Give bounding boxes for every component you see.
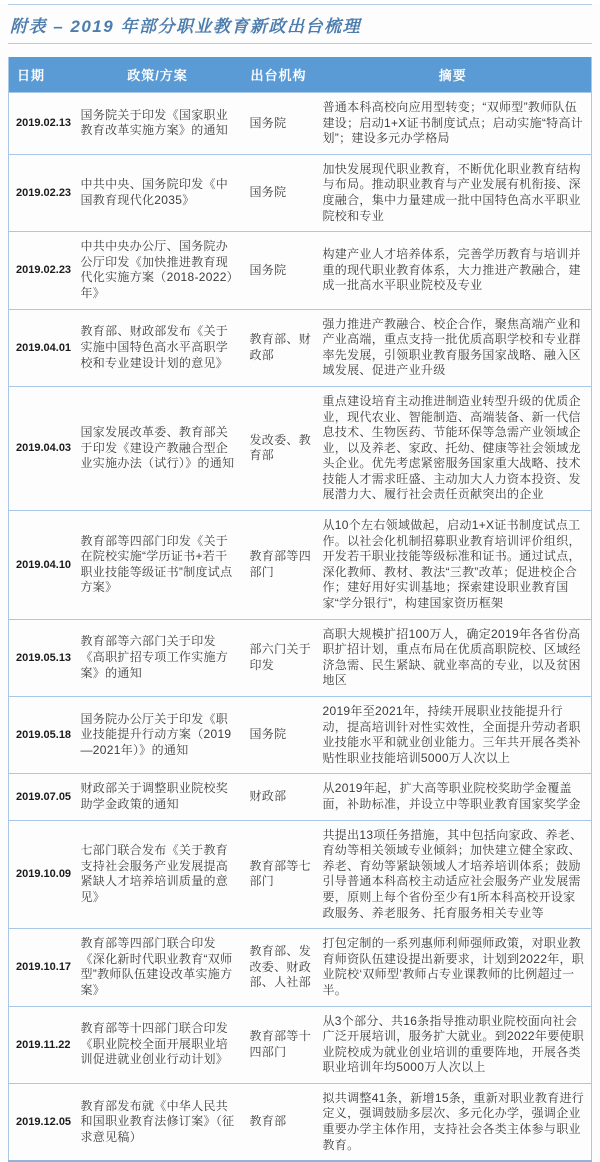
row-policy: 国务院关于印发《国家职业教育改革实施方案》的通知 [73, 93, 243, 155]
row-summary: 高职大规模扩招100万人，确定2019年各省份高职扩招计划，重点布局在优质高职院校、区域经济急需、民生紧缺、就业率高的专业，以及贫困地区 [315, 619, 592, 696]
table-row [9, 93, 592, 155]
row-policy: 国务院办公厅关于印发《职业技能提升行动方案（2019—2021年）》的通知 [73, 697, 243, 774]
row-policy: 七部门联合发布《关于教育支持社会服务产业发展提高紧缺人才培养培训质量的意见》 [73, 820, 243, 929]
row-agency: 教育部等七部门 [243, 820, 315, 929]
table-row [9, 1083, 592, 1161]
row-date: 2019.04.01 [9, 309, 73, 386]
row-agency: 教育部、财政部 [243, 309, 315, 386]
title-table-gap [8, 44, 592, 57]
table-row [9, 619, 592, 696]
row-date: 2019.11.22 [9, 1006, 73, 1083]
row-date: 2019.10.09 [9, 820, 73, 929]
row-date: 2019.02.13 [9, 93, 73, 155]
table-row [9, 697, 592, 774]
table-row [9, 820, 592, 929]
row-summary: 从2019年起，扩大高等职业院校奖助学金覆盖面，补助标准，并设立中等职业教育国家奖学金 [315, 774, 592, 820]
table-header [9, 57, 592, 93]
header-row [9, 57, 592, 93]
row-policy: 教育部等十四部门联合印发《职业院校全面开展职业培训促进就业创业行动计划》 [73, 1006, 243, 1083]
row-summary: 加快发展现代职业教育，不断优化职业教育结构与布局。推动职业教育与产业发展有机衔接、深度融合，集中力量建成一批中国特色高水平职业院校和专业 [315, 154, 592, 231]
table-row [9, 929, 592, 1006]
row-date: 2019.10.17 [9, 929, 73, 1006]
row-agency: 发改委、教育部 [243, 386, 315, 510]
row-agency: 国务院 [243, 697, 315, 774]
row-policy: 中共中央办公厅、国务院办公厅印发《加快推进教育现代化实施方案（2018-2022）年》 [73, 232, 243, 309]
row-agency: 国务院 [243, 154, 315, 231]
row-date: 2019.04.10 [9, 511, 73, 620]
table-row [9, 386, 592, 510]
row-date: 2019.02.23 [9, 232, 73, 309]
row-policy: 国家发展改革委、教育部关于印发《建设产教融合型企业实施办法（试行）》的通知 [73, 386, 243, 510]
row-summary: 构建产业人才培养体系，完善学历教育与培训并重的现代职业教育体系，大力推进产教融合，建成一批高水平职业院校及专业 [315, 232, 592, 309]
document-page [0, 4, 600, 1162]
table-row [9, 1006, 592, 1083]
row-summary: 强力推进产教融合、校企合作，聚焦高端产业和产业高端，重点支持一批优质高职学校和专业群率先发展，引领职业教育服务国家战略、融入区域发展、促进产业升级 [315, 309, 592, 386]
row-agency: 教育部等四部门 [243, 511, 315, 620]
row-summary: 2019年至2021年，持续开展职业技能提升行动，提高培训针对性实效性，全面提升劳动者职业技能水平和就业创业能力。三年共开展各类补贴性职业技能培训5000万人次以上 [315, 697, 592, 774]
row-policy: 财政部关于调整职业院校奖助学金政策的通知 [73, 774, 243, 820]
header-policy: 政策/方案 [73, 57, 243, 93]
table-row [9, 309, 592, 386]
row-agency: 教育部、发改委、财政部、人社部 [243, 929, 315, 1006]
row-policy: 教育部发布就《中华人民共和国职业教育法修订案》（征求意见稿） [73, 1083, 243, 1161]
row-summary: 拟共调整41条，新增15条，重新对职业教育进行定义，强调鼓励多层次、多元化办学，强调企业重要办学主体作用，支持社会各类主体参与职业教育。 [315, 1083, 592, 1161]
row-agency: 国务院 [243, 93, 315, 155]
row-summary: 从3个部分、共16条指导推动职业院校面向社会广泛开展培训，服务扩大就业。到2022年要使职业院校成为就业创业培训的重要阵地，开展各类职业培训年均5000万人次以上 [315, 1006, 592, 1083]
row-summary: 普通本科高校向应用型转变；“双师型”教师队伍建设；启动1+X证书制度试点；启动实施“特高计划”；建设多元办学格局 [315, 93, 592, 155]
table-row [9, 154, 592, 231]
row-summary: 重点建设培育主动推进制造业转型升级的优质企业，现代农业、智能制造、高端装备、新一代信息技术、生物医药、节能环保等急需产业领域企业，以及养老、家政、托幼、健康等社会领域龙头企业。优先考虑紧密服务国家重大战略、技术技能人才需求旺盛、主动加大人力资本投资、发展潜力大、履行社会责任贡献突出的企业 [315, 386, 592, 510]
row-date: 2019.12.05 [9, 1083, 73, 1161]
row-policy: 教育部等四部门印发《关于在院校实施“学历证书+若干职业技能等级证书”制度试点方案》 [73, 511, 243, 620]
header-summary: 摘要 [315, 57, 592, 93]
row-policy: 教育部、财政部发布《关于实施中国特色高水平高职学校和专业建设计划的意见》 [73, 309, 243, 386]
row-agency: 教育部 [243, 1083, 315, 1161]
row-policy: 中共中央、国务院印发《中国教育现代化2035》 [73, 154, 243, 231]
header-agency: 出台机构 [243, 57, 315, 93]
row-date: 2019.04.03 [9, 386, 73, 510]
row-summary: 打包定制的一系列惠师利师强师政策，对职业教育师资队伍建设提出新要求，计划到2022年，职业院校‘双师型’教师占专业课教师的比例超过一半。 [315, 929, 592, 1006]
row-policy: 教育部等四部门联合印发《深化新时代职业教育“双师型”教师队伍建设改革实施方案》 [73, 929, 243, 1006]
row-policy: 教育部等六部门关于印发《高职扩招专项工作实施方案》的通知 [73, 619, 243, 696]
table-row [9, 511, 592, 620]
row-date: 2019.07.05 [9, 774, 73, 820]
row-date: 2019.05.18 [9, 697, 73, 774]
row-summary: 从10个左右领域做起，启动1+X证书制度试点工作。以社会化机制招募职业教育培训评价组织，开发若干职业技能等级标准和证书。通过试点，深化教师、教材、教法“三教”改革；促进校企合作；建好用好实训基地；探索建设职业教育国家“学分银行”，构建国家资历框架 [315, 511, 592, 620]
row-summary: 共提出13项任务措施，其中包括向家政、养老、育幼等相关领域专业倾斜；加快建立健全家政、养老、育幼等紧缺领域人才培养培训体系；鼓励引导普通本科高校主动适应社会服务产业发展需要，原则上每个省份至少有1所本科高校开设家政服务、养老服务、托育服务相关专业等 [315, 820, 592, 929]
table-body [9, 93, 592, 1162]
row-agency: 财政部 [243, 774, 315, 820]
row-agency: 国务院 [243, 232, 315, 309]
header-date: 日期 [9, 57, 73, 93]
row-agency: 教育部等十四部门 [243, 1006, 315, 1083]
row-agency: 部六门关于印发 [243, 619, 315, 696]
table-row [9, 774, 592, 820]
row-date: 2019.05.13 [9, 619, 73, 696]
table-row [9, 232, 592, 309]
page-title: 附表 – 2019 年部分职业教育新政出台梳理 [10, 17, 361, 36]
policy-table [8, 57, 592, 1162]
row-date: 2019.02.23 [9, 154, 73, 231]
